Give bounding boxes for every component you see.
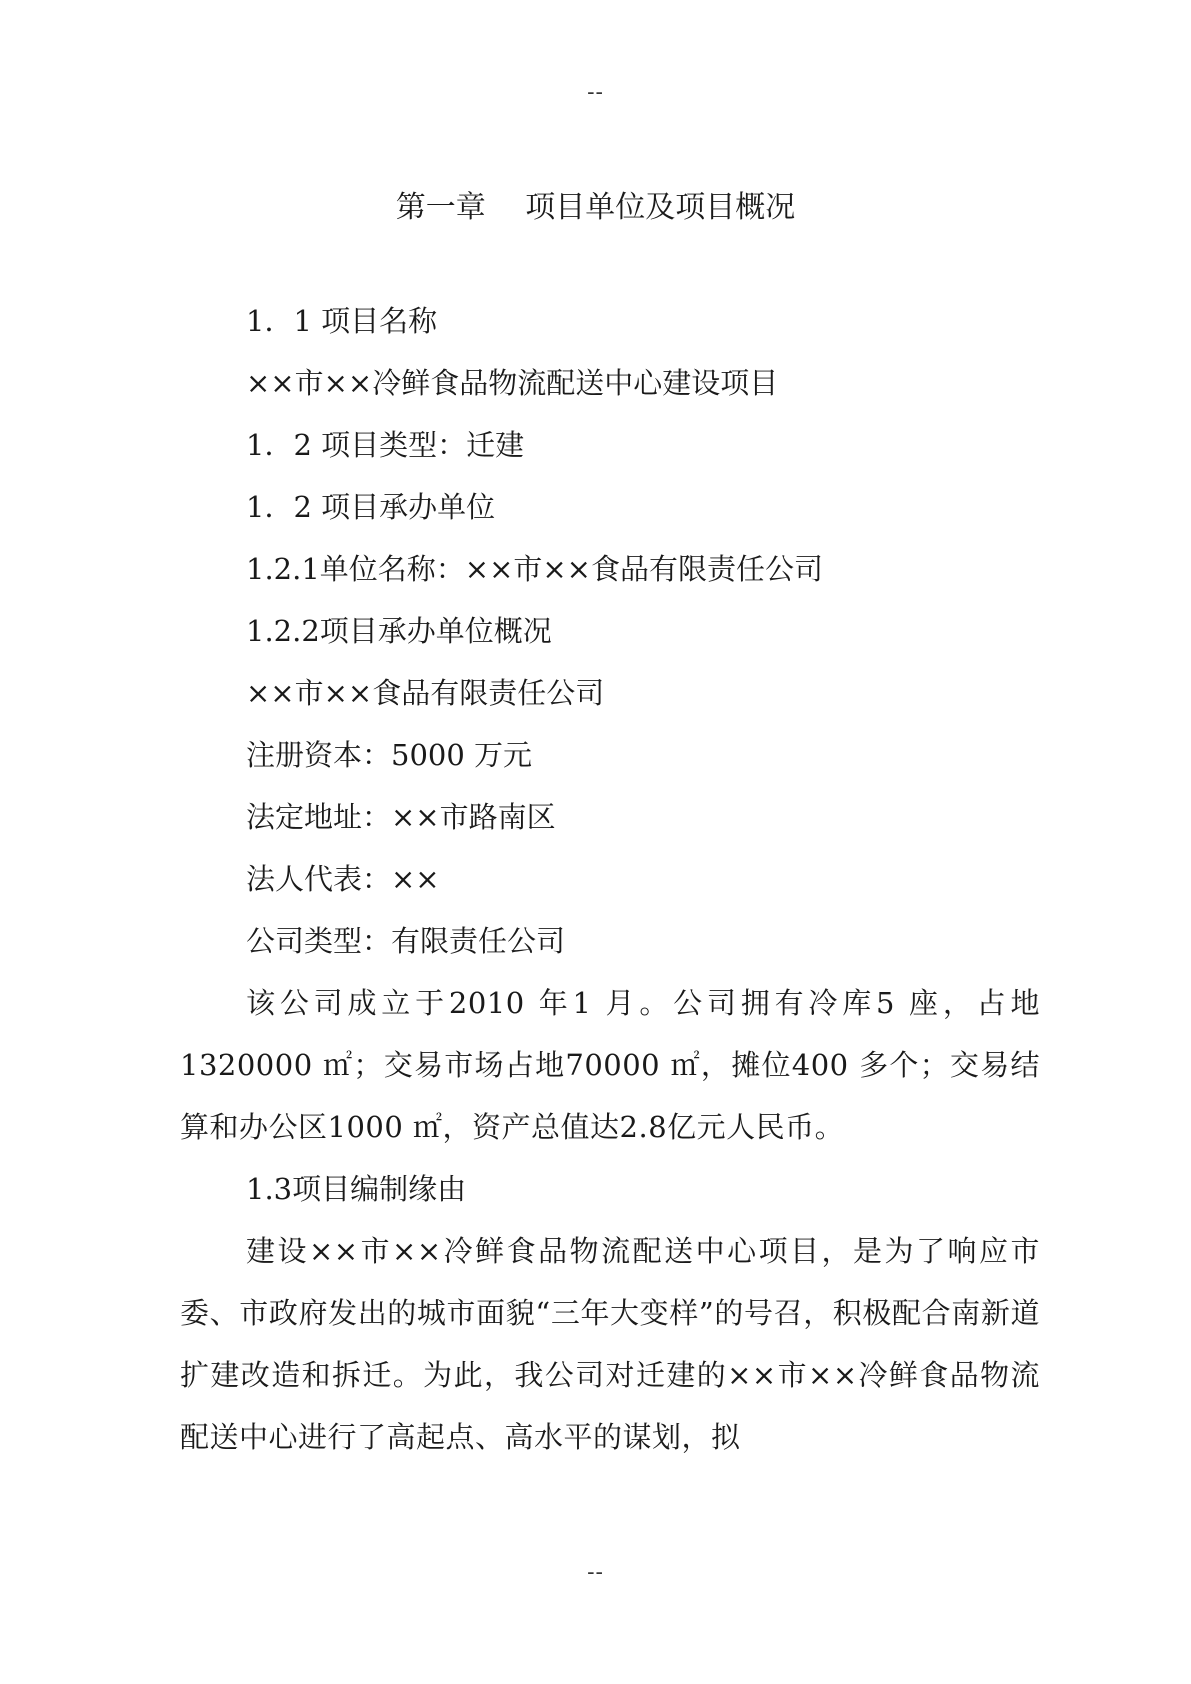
section-1-2-2: 1.2.2项目承办单位概况 [246,614,552,648]
project-name: ××市××冷鲜食品物流配送中心建设项目 [246,366,779,400]
section-1-2-1: 1.2.1单位名称：××市××食品有限责任公司 [246,552,823,586]
section-1-2-type: 1．2 项目类型：迁建 [246,428,525,462]
company-name: ××市××食品有限责任公司 [246,676,605,710]
page-footer-mark: -- [587,1560,604,1585]
reason-paragraph: 建设××市××冷鲜食品物流配送中心项目，是为了响应市委、市政府发出的城市面貌“三年大变样”的号召，积极配合南新道扩建改造和拆迁。为此，我公司对迁建的××市××冷鲜食品物流配送中心进行了高起点、高水平的谋划，拟 [180,1234,1040,1454]
page-header-mark: -- [587,80,604,105]
chapter-title: 第一章 项目单位及项目概况 [395,190,796,225]
section-1-3-heading: 1.3项目编制缘由 [246,1172,467,1206]
section-1-1-heading: 1．1 项目名称 [246,304,438,338]
legal-representative: 法人代表：×× [246,862,440,896]
registered-capital: 注册资本：5000 万元 [246,738,533,772]
company-type: 公司类型：有限责任公司 [246,924,566,958]
section-1-2-heading: 1．2 项目承办单位 [246,490,496,524]
document-body [180,290,1040,1468]
company-intro-paragraph: 该公司成立于2010 年1 月。公司拥有冷库5 座，占地1320000 ㎡；交易市场占地70000 ㎡，摊位400 多个；交易结算和办公区1000 ㎡，资产总值达2.8亿元人民币。 [180,986,1040,1144]
legal-address: 法定地址：××市路南区 [246,800,556,834]
